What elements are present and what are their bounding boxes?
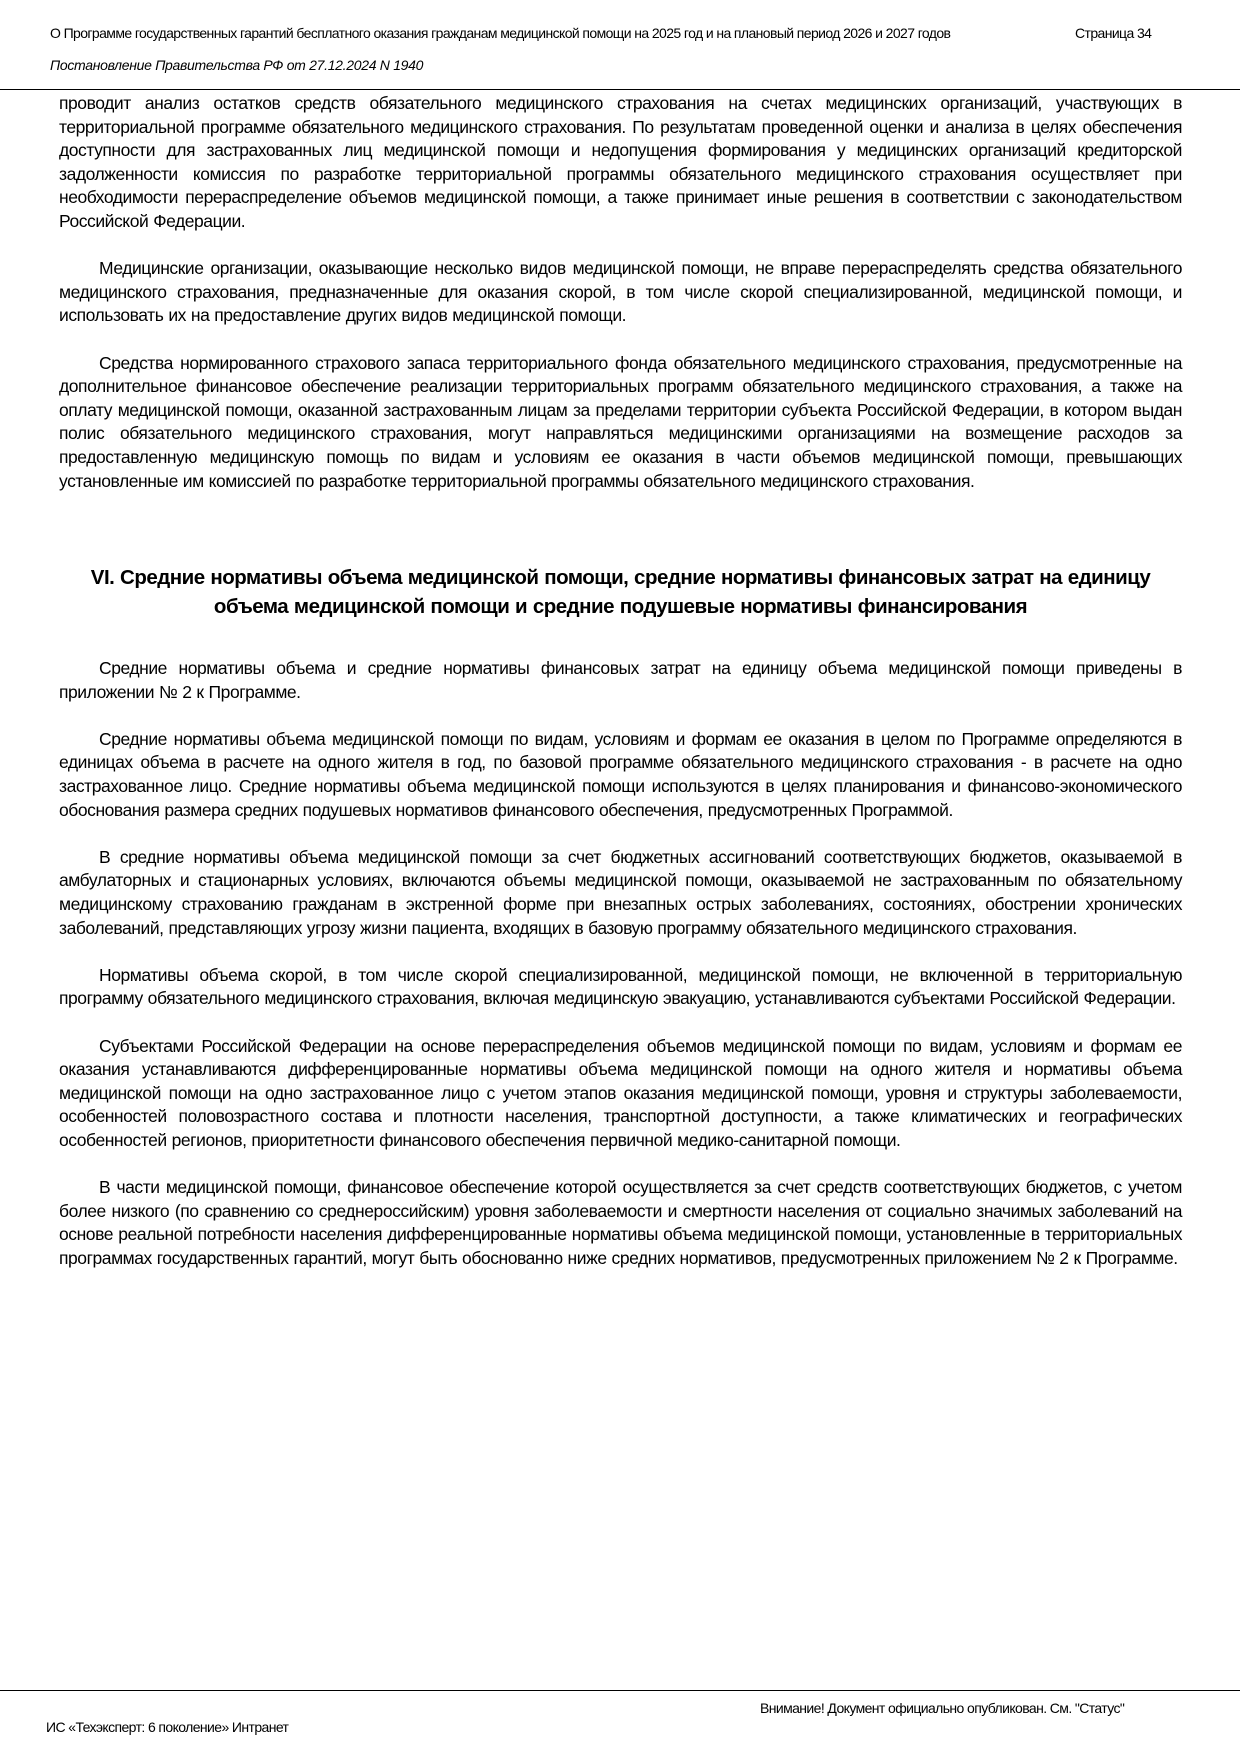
footer-divider	[0, 1690, 1240, 1691]
system-label: ИС «Техэксперт: 6 поколение» Интранет	[46, 1719, 289, 1735]
paragraph: Медицинские организации, оказывающие несколько видов медицинской помощи, не вправе перераспределять средства обязательного медицинского страхования, предназначенные для оказания скорой, в том числе скорой специализированной, медицинской помощи, и использовать их на предоставление других видов медицинской помощи.	[59, 258, 1182, 326]
paragraph: Средства нормированного страхового запаса территориального фонда обязательного медицинского страхования, предусмотренные на дополнительное финансовое обеспечение реализации территориальных программ обязательного медицинского страхования, а также на оплату медицинской помощи, оказанной застрахованным лицам за пределами территории субъекта Российской Федерации, в котором выдан полис обязательного медицинского страхования, могут направляться медицинскими организациями на возмещение расходов за предоставленную медицинскую помощь по видам и условиям ее оказания в части объемов медицинской помощи, превышающих установленные им комиссией по разработке территориальной программы обязательного медицинского страхования.	[59, 352, 1182, 491]
paragraph: В части медицинской помощи, финансовое обеспечение которой осуществляется за счет средств соответствующих бюджетов, с учетом более низкого (по сравнению со среднероссийским) уровня заболеваемости и смертности населения от социально значимых заболеваний на основе реальной потребности населения дифференцированные нормативы объема медицинской помощи, установленные в территориальных программах государственных гарантий, могут быть обоснованно ниже средних нормативов, предусмотренных приложением № 2 к Программе.	[59, 1177, 1182, 1268]
paragraph: Субъектами Российской Федерации на основе перераспределения объемов медицинской помощи по видам, условиям и формам ее оказания устанавливаются дифференцированные нормативы объема медицинской помощи на одного жителя и нормативы объема медицинской помощи на одно застрахованное лицо с учетом этапов оказания медицинской помощи, уровня и структуры заболеваемости, особенностей половозрастного состава и плотности населения, транспортной доступности, а также климатических и географических особенностей регионов, приоритетности финансового обеспечения первичной медико-санитарной помощи.	[59, 1035, 1182, 1150]
document-subtitle: Постановление Правительства РФ от 27.12.2024 N 1940	[50, 57, 424, 73]
paragraph: Средние нормативы объема и средние нормативы финансовых затрат на единицу объема медицинской помощи приведены в приложении № 2 к Программе.	[59, 658, 1182, 702]
header-divider	[0, 89, 1240, 90]
paragraph: проводит анализ остатков средств обязательного медицинского страхования на счетах медицинских организаций, участвующих в территориальной программе обязательного медицинского страхования. По результатам проведенной оценки и анализа в целях обеспечения доступности для застрахованных лиц медицинской помощи и недопущения формирования у медицинских организаций кредиторской задолженности комиссия по разработке территориальной программы обязательного медицинского страхования осуществляет при необходимости перераспределение объемов медицинской помощи, а также принимает иные решения в соответствии с законодательством Российской Федерации.	[59, 93, 1182, 231]
paragraph: Нормативы объема скорой, в том числе скорой специализированной, медицинской помощи, не включенной в территориальную программу обязательного медицинского страхования, включая медицинскую эвакуацию, устанавливаются субъектами Российской Федерации.	[59, 964, 1182, 1009]
page-number: Страница 34	[1075, 25, 1152, 41]
document-body	[59, 92, 1182, 1294]
document-title: О Программе государственных гарантий бесплатного оказания гражданам медицинской помощи на 2025 год и на плановый период 2026 и 2027 годов	[50, 25, 951, 41]
paragraph: Средние нормативы объема медицинской помощи по видам, условиям и формам ее оказания в целом по Программе определяются в единицах объема в расчете на одного жителя в год, по базовой программе обязательного медицинского страхования - в расчете на одно застрахованное лицо. Средние нормативы объема медицинской помощи используются в целях планирования и финансово-экономического обоснования размера средних подушевых нормативов финансового обеспечения, предусмотренных Программой.	[59, 728, 1182, 820]
section-heading: VI. Средние нормативы объема медицинской помощи, средние нормативы финансовых затрат на единицу объема медицинской помощи и средние подушевые нормативы финансирования	[90, 566, 1151, 619]
publication-notice: Внимание! Документ официально опубликован. См. "Статус"	[760, 1700, 1125, 1716]
paragraph: В средние нормативы объема медицинской помощи за счет бюджетных ассигнований соответствующих бюджетов, оказываемой в амбулаторных и стационарных условиях, включаются объемы медицинской помощи, оказываемой не застрахованным по обязательному медицинскому страхованию гражданам в экстренной форме при внезапных острых заболеваниях, состояниях, обострении хронических заболеваний, представляющих угрозу жизни пациента, входящих в базовую программу обязательного медицинского страхования.	[59, 846, 1182, 938]
